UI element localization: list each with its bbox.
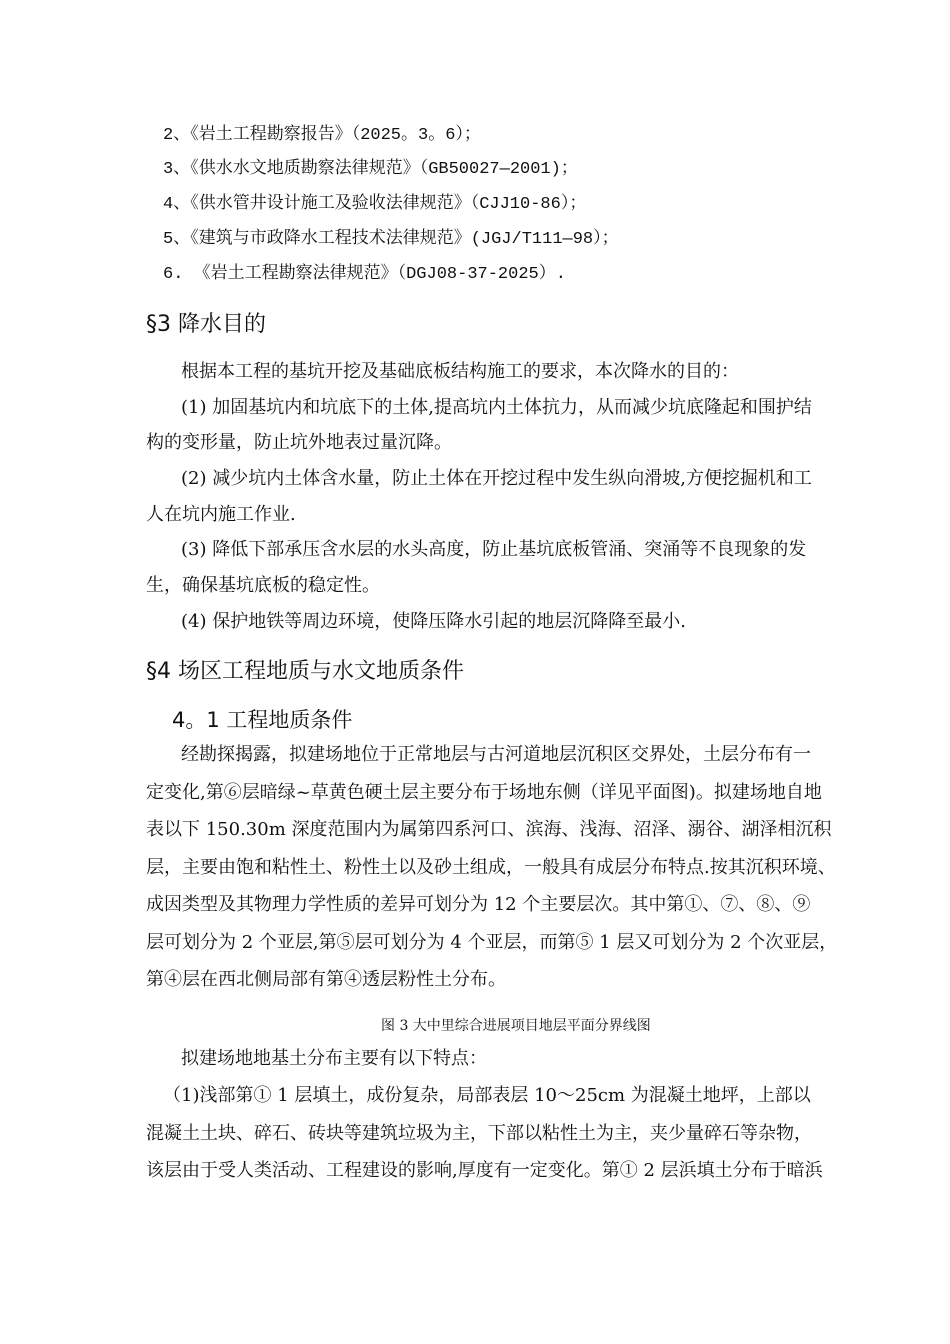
paragraph-line: 该层由于受人类活动、工程建设的影响,厚度有一定变化。第① 2 层浜填土分布于暗浜 [146,1160,823,1181]
list-item-line: (4) 保护地铁等周边环境，使降压降水引起的地层沉降降至最小. [181,611,686,632]
reference-item: 4、《供水管井设计施工及验收法律规范》（CJJ10-86）； [163,195,587,214]
reference-item: 3、《供水水文地质勘察法律规范》（GB50027—2001)； [163,160,578,179]
list-item-line: (3) 降低下部承压含水层的水头高度，防止基坑底板管涌、突涌等不良现象的发 [181,539,807,560]
paragraph-line: 拟建场地地基土分布主要有以下特点： [181,1048,487,1069]
paragraph-line: 层可划分为 2 个亚层,第⑤层可划分为 4 个亚层，而第⑤ 1 层又可划分为 2 个次亚层， [146,932,838,953]
list-item-line: 生，确保基坑底板的稳定性。 [146,575,380,596]
paragraph-line: 混凝土土块、碎石、砖块等建筑垃圾为主，下部以粘性土为主，夹少量碎石等杂物， [146,1123,812,1144]
paragraph-line: 根据本工程的基坑开挖及基础底板结构施工的要求，本次降水的目的： [181,361,739,382]
paragraph-line: 第④层在西北侧局部有第④透层粉性土分布。 [146,969,506,990]
list-item-line: (1) 加固基坑内和坑底下的土体,提高坑内土体抗力，从而减少坑底隆起和围护结 [181,397,812,418]
reference-item: 6. 《岩土工程勘察法律规范》（DGJ08-37-2025）. [163,265,566,284]
list-item-line: 构的变形量，防止坑外地表过量沉降。 [146,432,452,453]
subsection-heading: 4。1 工程地质条件 [172,708,353,732]
paragraph-line: 定变化,第⑥层暗绿~草黄色硬土层主要分布于场地东侧（详见平面图)。拟建场地自地 [146,782,822,803]
list-item-line: (2) 减少坑内土体含水量，防止土体在开挖过程中发生纵向滑坡,方便挖掘机和工 [181,468,812,489]
reference-item: 5、《建筑与市政降水工程技术法律规范》(JGJ/T111—98）； [163,230,619,249]
section-heading: §4 场区工程地质与水文地质条件 [146,659,464,684]
paragraph-line: 层，主要由饱和粘性土、粉性土以及砂土组成，一般具有成层分布特点.按其沉积环境、 [146,857,836,878]
list-item-line: 人在坑内施工作业. [146,504,296,525]
reference-item: 2、《岩土工程勘察报告》（2025。3。6）； [163,126,481,145]
paragraph-line: 表以下 150.30m 深度范围内为属第四系河口、滨海、浅海、沼泽、溺谷、湖泽相沉积 [146,819,832,840]
paragraph-line: 成因类型及其物理力学性质的差异可划分为 12 个主要层次。其中第①、⑦、⑧、⑨ [146,894,811,915]
paragraph-line: （1)浅部第① 1 层填土，成份复杂，局部表层 10～25cm 为混凝土地坪，上部以 [163,1085,811,1106]
section-heading: §3 降水目的 [146,312,266,337]
paragraph-line: 经勘探揭露，拟建场地位于正常地层与古河道地层沉积区交界处，土层分布有一 [181,744,811,765]
figure-caption: 图 3 大中里综合进展项目地层平面分界线图 [381,1018,651,1034]
